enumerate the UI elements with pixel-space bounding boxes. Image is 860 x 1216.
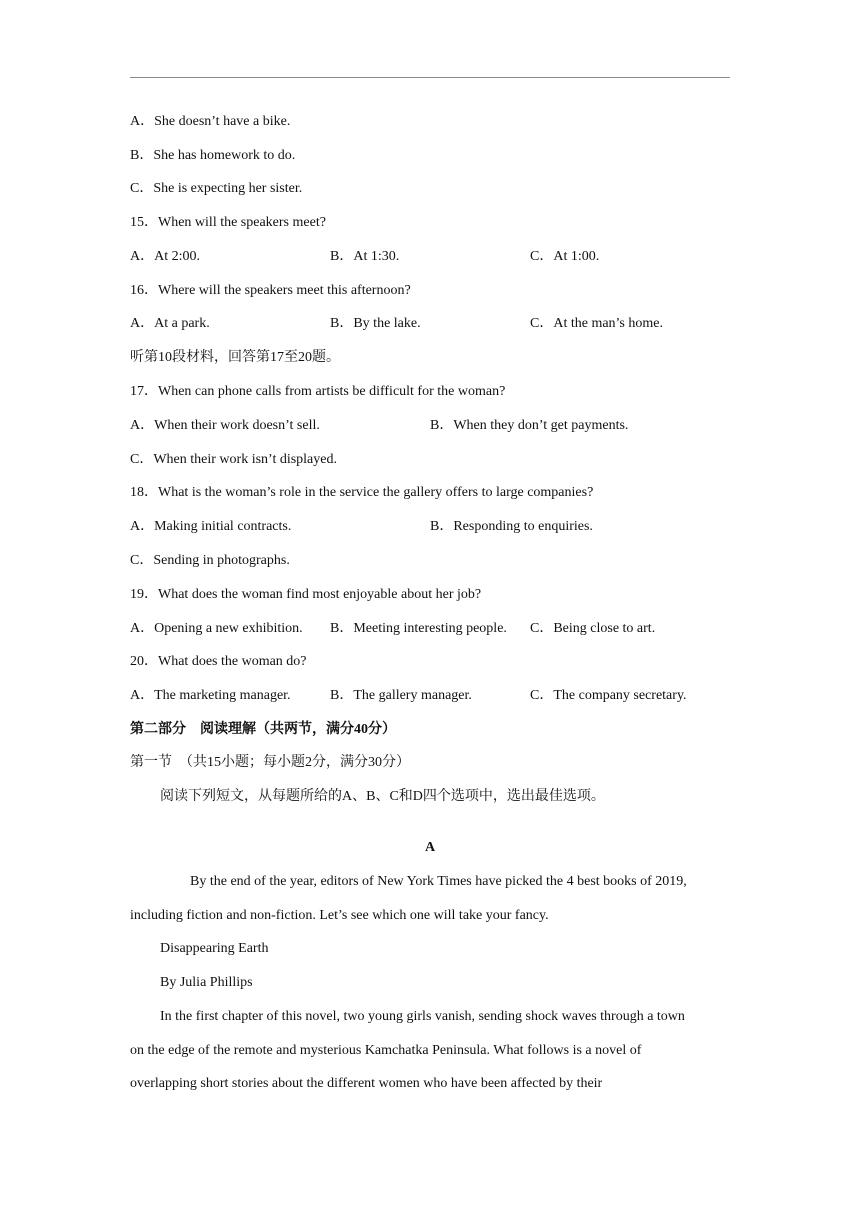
q19-option-c: C．Being close to art. (530, 621, 656, 636)
q19-option-b: B．Meeting interesting people. (330, 621, 507, 636)
q19-option-a: A．Opening a new exhibition. (130, 621, 303, 636)
q17-option-c: C．When their work isn’t displayed. (130, 452, 337, 467)
book-author: By Julia Phillips (160, 975, 253, 990)
q17-option-a: A．When their work doesn’t sell. (130, 418, 320, 433)
q14-option-b: B．She has homework to do. (130, 148, 296, 163)
passage-label: A (424, 840, 436, 855)
q15-option-a: A．At 2:00. (130, 249, 200, 264)
q18-option-a: A．Making initial contracts. (130, 519, 292, 534)
q20-option-b: B．The gallery manager. (330, 688, 472, 703)
q19-stem: 19．What does the woman find most enjoyable about her job? (130, 587, 482, 602)
q16-stem: 16．Where will the speakers meet this afternoon? (130, 283, 411, 298)
q14-option-a: A．She doesn’t have a bike. (130, 114, 291, 129)
passage-p1-line1: By the end of the year, editors of New York Times have picked the 4 best books of 2019, (190, 874, 687, 889)
q18-option-b: B．Responding to enquiries. (430, 519, 593, 534)
q16-option-a: A．At a park. (130, 316, 210, 331)
q18-option-c: C．Sending in photographs. (130, 553, 290, 568)
part2-instruction: 阅读下列短文，从每题所给的A、B、C和D四个选项中，选出最佳选项。 (160, 789, 605, 804)
q16-option-b: B．By the lake. (330, 316, 421, 331)
part2-heading: 第二部分 阅读理解（共两节，满分40分） (130, 722, 396, 737)
header-rule (130, 77, 730, 78)
passage-p2-line2: on the edge of the remote and mysterious Kamchatka Peninsula. What follows is a novel of (130, 1043, 642, 1058)
passage-p2-line3: overlapping short stories about the different women who have been affected by their (130, 1076, 603, 1091)
q15-option-b: B．At 1:30. (330, 249, 400, 264)
q20-stem: 20．What does the woman do? (130, 654, 307, 669)
q14-option-c: C．She is expecting her sister. (130, 181, 303, 196)
book-title: Disappearing Earth (160, 941, 269, 956)
part2-section1: 第一节 （共15小题；每小题2分，满分30分） (130, 755, 410, 770)
q20-option-c: C．The company secretary. (530, 688, 687, 703)
q16-option-c: C．At the man’s home. (530, 316, 663, 331)
q18-stem: 18．What is the woman’s role in the service the gallery offers to large companies? (130, 485, 594, 500)
passage-p1-line2: including fiction and non-fiction. Let’s see which one will take your fancy. (130, 908, 549, 923)
q17-stem: 17．When can phone calls from artists be difficult for the woman? (130, 384, 506, 399)
q17-option-b: B．When they don’t get payments. (430, 418, 629, 433)
section10-instruction: 听第10段材料，回答第17至20题。 (130, 350, 340, 365)
q15-option-c: C．At 1:00. (530, 249, 600, 264)
q20-option-a: A．The marketing manager. (130, 688, 291, 703)
q15-stem: 15．When will the speakers meet? (130, 215, 326, 230)
passage-p2-line1: In the first chapter of this novel, two young girls vanish, sending shock waves through a town (160, 1009, 685, 1024)
